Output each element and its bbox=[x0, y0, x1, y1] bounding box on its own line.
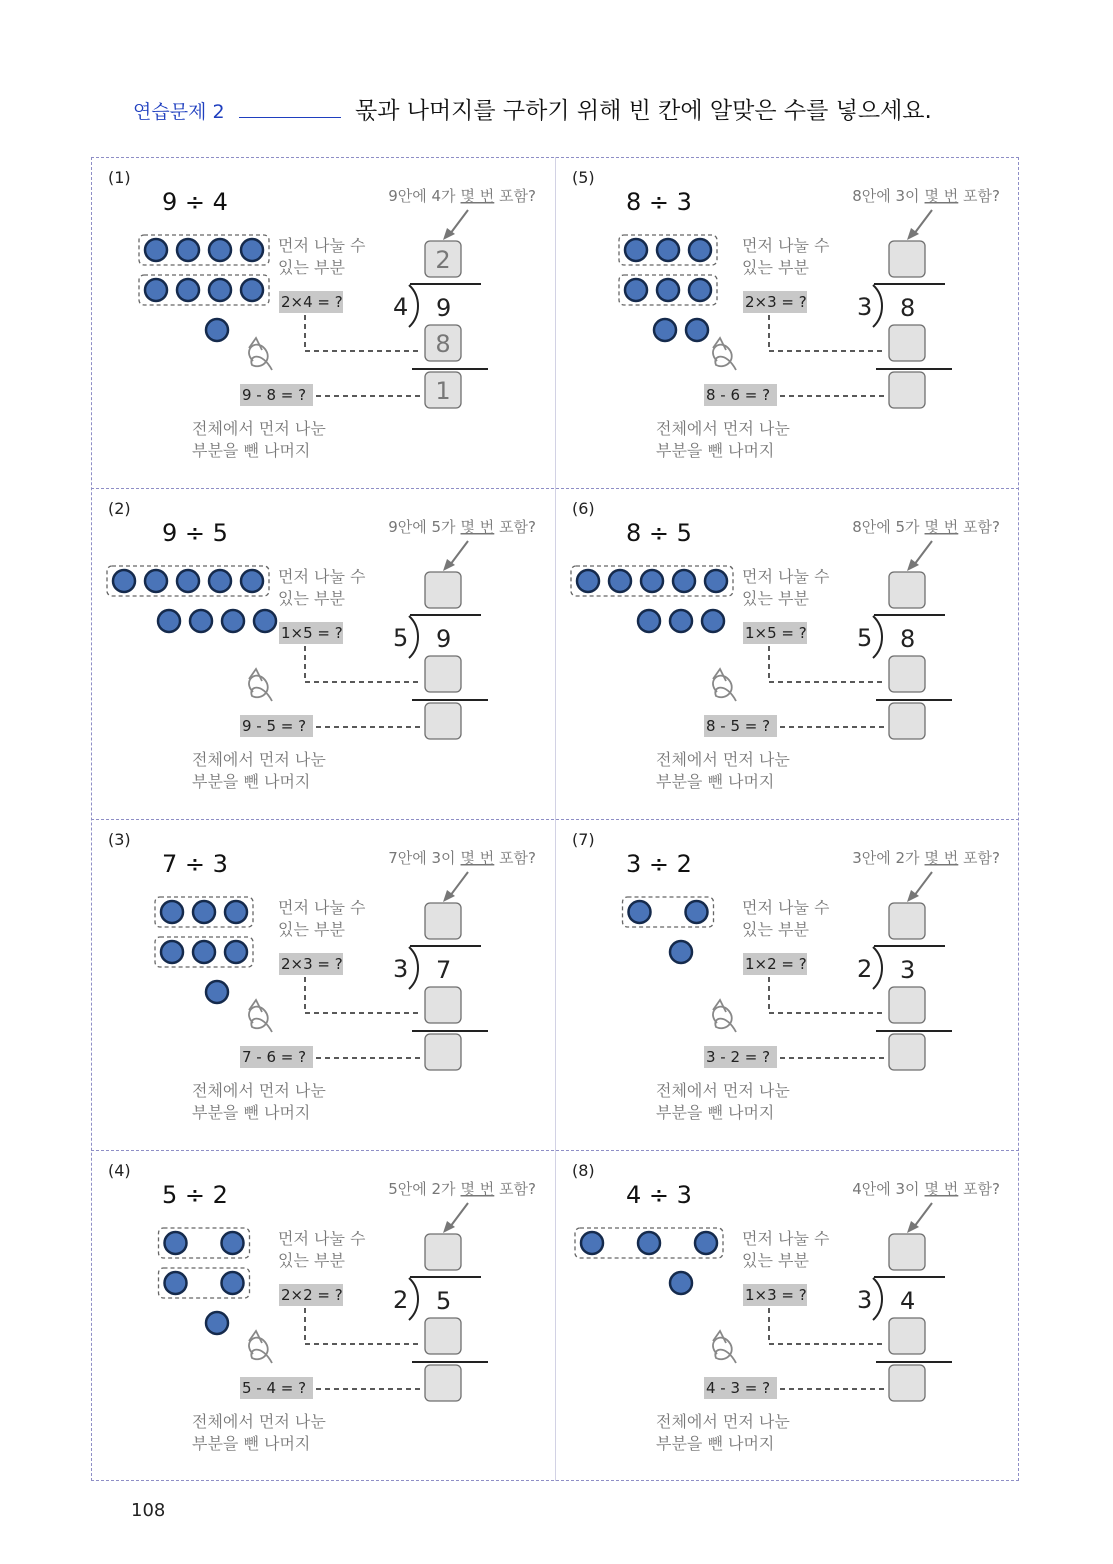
divisor: 2 bbox=[857, 955, 873, 983]
note-divisible-part: 먼저 나눌 수 bbox=[278, 567, 366, 586]
question-suffix: 포함? bbox=[958, 187, 1000, 205]
mult-hint: 2×4 = ? bbox=[281, 293, 343, 311]
divisor: 2 bbox=[393, 1286, 409, 1314]
note-divisible-part: 먼저 나눌 수 bbox=[742, 567, 830, 586]
counter-dot bbox=[145, 279, 167, 301]
remainder-dot bbox=[654, 319, 676, 341]
note-remainder-part: 전체에서 먼저 나눈 bbox=[192, 750, 326, 769]
quotient-box[interactable] bbox=[425, 1234, 461, 1270]
question-prefix: 9안에 4가 bbox=[388, 187, 456, 205]
note-remainder-part: 전체에서 먼저 나눈 bbox=[192, 419, 326, 438]
problem-cell bbox=[556, 1151, 1020, 1482]
problem-figure bbox=[556, 158, 1020, 489]
counter-dot bbox=[657, 239, 679, 261]
division-bracket bbox=[873, 947, 882, 989]
pointer-arrow bbox=[914, 541, 932, 565]
quotient-box[interactable] bbox=[425, 903, 461, 939]
question-underlined: 몇 번 bbox=[924, 187, 959, 205]
remainder-box[interactable] bbox=[425, 1034, 461, 1070]
counter-dot bbox=[177, 239, 199, 261]
question-suffix: 포함? bbox=[958, 849, 1000, 867]
note-divisible-part: 있는 부분 bbox=[278, 1251, 345, 1270]
note-divisible-part: 있는 부분 bbox=[278, 258, 345, 277]
counter-dot bbox=[609, 570, 631, 592]
subtraction-hint: 7 - 6 = ? bbox=[242, 1048, 307, 1066]
counter-dot bbox=[705, 570, 727, 592]
counter-dot bbox=[113, 570, 135, 592]
question-text bbox=[388, 187, 536, 205]
pointer-arrow bbox=[914, 1203, 932, 1227]
problem-figure bbox=[92, 158, 556, 489]
note-divisible-part: 있는 부분 bbox=[742, 920, 809, 939]
pointer-arrow bbox=[914, 210, 932, 234]
note-remainder-part: 전체에서 먼저 나눈 bbox=[656, 1412, 790, 1431]
problem-figure bbox=[556, 1151, 1020, 1482]
note-divisible-part: 있는 부분 bbox=[742, 1251, 809, 1270]
note-remainder-part: 부분을 뺀 나머지 bbox=[656, 772, 775, 791]
product-box[interactable] bbox=[425, 987, 461, 1023]
counter-dot bbox=[625, 279, 647, 301]
division-expression: 8 ÷ 5 bbox=[626, 519, 692, 547]
remainder-box[interactable] bbox=[889, 1034, 925, 1070]
mult-hint: 2×2 = ? bbox=[281, 1286, 343, 1304]
remainder-dot bbox=[222, 610, 244, 632]
dividend: 8 bbox=[900, 625, 916, 653]
note-remainder-part: 부분을 뺀 나머지 bbox=[192, 1103, 311, 1122]
question-suffix: 포함? bbox=[494, 849, 536, 867]
counter-dot bbox=[657, 279, 679, 301]
remainder-dot bbox=[206, 1312, 228, 1334]
division-bracket bbox=[409, 616, 418, 658]
dividend: 5 bbox=[436, 1287, 452, 1315]
question-underlined: 몇 번 bbox=[460, 849, 495, 867]
subtraction-hint: 8 - 5 = ? bbox=[706, 717, 771, 735]
divisor: 3 bbox=[393, 955, 409, 983]
problem-number: (8) bbox=[572, 1161, 595, 1180]
counter-dot bbox=[225, 941, 247, 963]
counter-dot bbox=[577, 570, 599, 592]
exercise-label: 연습문제 2 bbox=[133, 101, 225, 123]
pointer-arrow bbox=[914, 872, 932, 896]
subtraction-hint: 9 - 5 = ? bbox=[242, 717, 307, 735]
counter-dot bbox=[177, 570, 199, 592]
division-bracket bbox=[409, 285, 418, 327]
problem-cell bbox=[92, 1151, 556, 1482]
quotient-box-answer: 2 bbox=[435, 246, 451, 274]
question-text bbox=[388, 518, 536, 536]
problem-figure bbox=[556, 820, 1020, 1151]
note-remainder-part: 부분을 뺀 나머지 bbox=[656, 1103, 775, 1122]
product-box[interactable] bbox=[889, 656, 925, 692]
note-remainder-part: 부분을 뺀 나머지 bbox=[192, 441, 311, 460]
dividend: 9 bbox=[436, 625, 452, 653]
divisor: 3 bbox=[857, 293, 873, 321]
mult-hint: 1×5 = ? bbox=[281, 624, 343, 642]
question-text bbox=[388, 849, 536, 867]
question-underlined: 몇 번 bbox=[460, 187, 495, 205]
subtraction-hint: 3 - 2 = ? bbox=[706, 1048, 771, 1066]
problem-number: (3) bbox=[108, 830, 131, 849]
counter-dot bbox=[638, 1232, 660, 1254]
problem-number: (6) bbox=[572, 499, 595, 518]
pointer-arrow bbox=[450, 210, 468, 234]
quotient-box[interactable] bbox=[889, 1234, 925, 1270]
counter-dot bbox=[689, 279, 711, 301]
question-prefix: 7안에 3이 bbox=[388, 849, 456, 867]
name-blank-line bbox=[239, 117, 341, 118]
divisor: 5 bbox=[393, 624, 409, 652]
note-divisible-part: 먼저 나눌 수 bbox=[742, 898, 830, 917]
problem-cell bbox=[556, 158, 1020, 489]
division-expression: 5 ÷ 2 bbox=[162, 1181, 228, 1209]
counter-dot bbox=[241, 239, 263, 261]
division-expression: 7 ÷ 3 bbox=[162, 850, 228, 878]
remainder-box[interactable] bbox=[425, 703, 461, 739]
counter-dot bbox=[177, 279, 199, 301]
note-divisible-part: 있는 부분 bbox=[278, 589, 345, 608]
problem-figure bbox=[92, 489, 556, 820]
counter-dot bbox=[695, 1232, 717, 1254]
note-remainder-part: 전체에서 먼저 나눈 bbox=[192, 1412, 326, 1431]
counter-dot bbox=[145, 570, 167, 592]
question-underlined: 몇 번 bbox=[460, 518, 495, 536]
problem-figure bbox=[92, 820, 556, 1151]
note-remainder-part: 전체에서 먼저 나눈 bbox=[656, 750, 790, 769]
counter-dot bbox=[193, 941, 215, 963]
question-underlined: 몇 번 bbox=[924, 518, 959, 536]
problem-number: (7) bbox=[572, 830, 595, 849]
mult-hint: 1×2 = ? bbox=[745, 955, 807, 973]
product-box[interactable] bbox=[889, 325, 925, 361]
divisor: 5 bbox=[857, 624, 873, 652]
dividend: 4 bbox=[900, 1287, 916, 1315]
remainder-dot bbox=[670, 941, 692, 963]
question-underlined: 몇 번 bbox=[924, 849, 959, 867]
quotient-box[interactable] bbox=[889, 572, 925, 608]
counter-dot bbox=[625, 239, 647, 261]
dividend: 8 bbox=[900, 294, 916, 322]
counter-dot bbox=[161, 941, 183, 963]
note-divisible-part: 있는 부분 bbox=[742, 589, 809, 608]
counter-dot bbox=[222, 1232, 244, 1254]
counter-dot bbox=[225, 901, 247, 923]
division-expression: 9 ÷ 4 bbox=[162, 188, 228, 216]
remainder-dot bbox=[254, 610, 276, 632]
problem-cell bbox=[556, 489, 1020, 820]
problem-figure bbox=[92, 1151, 556, 1482]
remainder-dot bbox=[638, 610, 660, 632]
product-box[interactable] bbox=[425, 1318, 461, 1354]
remainder-box[interactable] bbox=[889, 1365, 925, 1401]
division-bracket bbox=[409, 947, 418, 989]
pointer-arrow bbox=[450, 1203, 468, 1227]
note-remainder-part: 부분을 뺀 나머지 bbox=[656, 441, 775, 460]
question-underlined: 몇 번 bbox=[460, 1180, 495, 1198]
divisor: 4 bbox=[393, 293, 409, 321]
remainder-box[interactable] bbox=[889, 703, 925, 739]
divisor: 3 bbox=[857, 1286, 873, 1314]
question-text bbox=[852, 518, 1000, 536]
note-remainder-part: 전체에서 먼저 나눈 bbox=[656, 419, 790, 438]
note-divisible-part: 있는 부분 bbox=[278, 920, 345, 939]
counter-dot bbox=[145, 239, 167, 261]
subtraction-hint: 9 - 8 = ? bbox=[242, 386, 307, 404]
note-remainder-part: 전체에서 먼저 나눈 bbox=[192, 1081, 326, 1100]
subtraction-hint: 8 - 6 = ? bbox=[706, 386, 771, 404]
problem-figure bbox=[556, 489, 1020, 820]
remainder-dot bbox=[670, 1272, 692, 1294]
remainder-dot bbox=[158, 610, 180, 632]
division-expression: 8 ÷ 3 bbox=[626, 188, 692, 216]
counter-dot bbox=[241, 279, 263, 301]
division-bracket bbox=[409, 1278, 418, 1320]
mult-hint: 1×3 = ? bbox=[745, 1286, 807, 1304]
problem-number: (1) bbox=[108, 168, 131, 187]
counter-dot bbox=[209, 279, 231, 301]
problem-cell bbox=[556, 820, 1020, 1151]
question-prefix: 4안에 3이 bbox=[852, 1180, 920, 1198]
instruction-title: 몫과 나머지를 구하기 위해 빈 칸에 알맞은 수를 넣으세요. bbox=[355, 98, 932, 124]
pointer-arrow bbox=[450, 872, 468, 896]
question-text bbox=[852, 849, 1000, 867]
remainder-dot bbox=[686, 319, 708, 341]
counter-dot bbox=[165, 1272, 187, 1294]
question-text bbox=[852, 1180, 1000, 1198]
subtraction-hint: 4 - 3 = ? bbox=[706, 1379, 771, 1397]
note-remainder-part: 전체에서 먼저 나눈 bbox=[656, 1081, 790, 1100]
remainder-box-answer: 1 bbox=[435, 377, 451, 405]
problem-number: (5) bbox=[572, 168, 595, 187]
counter-dot bbox=[581, 1232, 603, 1254]
note-remainder-part: 부분을 뺀 나머지 bbox=[656, 1434, 775, 1453]
mult-hint: 2×3 = ? bbox=[281, 955, 343, 973]
quotient-box[interactable] bbox=[425, 572, 461, 608]
counter-dot bbox=[209, 239, 231, 261]
remainder-dot bbox=[670, 610, 692, 632]
question-suffix: 포함? bbox=[958, 518, 1000, 536]
note-divisible-part: 먼저 나눌 수 bbox=[742, 1229, 830, 1248]
remainder-dot bbox=[206, 981, 228, 1003]
page-number: 108 bbox=[131, 1500, 166, 1521]
division-bracket bbox=[873, 1278, 882, 1320]
note-divisible-part: 먼저 나눌 수 bbox=[742, 236, 830, 255]
mult-hint: 1×5 = ? bbox=[745, 624, 807, 642]
division-expression: 3 ÷ 2 bbox=[626, 850, 692, 878]
counter-dot bbox=[209, 570, 231, 592]
pointer-arrow bbox=[450, 541, 468, 565]
counter-dot bbox=[641, 570, 663, 592]
problem-number: (4) bbox=[108, 1161, 131, 1180]
problem-cell bbox=[92, 489, 556, 820]
problem-number: (2) bbox=[108, 499, 131, 518]
question-suffix: 포함? bbox=[958, 1180, 1000, 1198]
dividend: 7 bbox=[436, 956, 452, 984]
counter-dot bbox=[241, 570, 263, 592]
note-remainder-part: 부분을 뺀 나머지 bbox=[192, 772, 311, 791]
mult-hint: 2×3 = ? bbox=[745, 293, 807, 311]
division-bracket bbox=[873, 616, 882, 658]
question-text bbox=[852, 187, 1000, 205]
division-expression: 9 ÷ 5 bbox=[162, 519, 228, 547]
counter-dot bbox=[165, 1232, 187, 1254]
question-text bbox=[388, 1180, 536, 1198]
subtraction-hint: 5 - 4 = ? bbox=[242, 1379, 307, 1397]
remainder-box[interactable] bbox=[425, 1365, 461, 1401]
product-box[interactable] bbox=[425, 656, 461, 692]
question-suffix: 포함? bbox=[494, 518, 536, 536]
note-divisible-part: 먼저 나눌 수 bbox=[278, 1229, 366, 1248]
remainder-dot bbox=[206, 319, 228, 341]
remainder-dot bbox=[702, 610, 724, 632]
question-suffix: 포함? bbox=[494, 187, 536, 205]
question-suffix: 포함? bbox=[494, 1180, 536, 1198]
counter-dot bbox=[686, 901, 708, 923]
quotient-box[interactable] bbox=[889, 903, 925, 939]
problem-cell bbox=[92, 820, 556, 1151]
question-prefix: 5안에 2가 bbox=[388, 1180, 456, 1198]
division-bracket bbox=[873, 285, 882, 327]
question-underlined: 몇 번 bbox=[924, 1180, 959, 1198]
problem-cell bbox=[92, 158, 556, 489]
remainder-box[interactable] bbox=[889, 372, 925, 408]
dividend: 3 bbox=[900, 956, 916, 984]
counter-dot bbox=[222, 1272, 244, 1294]
product-box[interactable] bbox=[889, 987, 925, 1023]
division-expression: 4 ÷ 3 bbox=[626, 1181, 692, 1209]
counter-dot bbox=[193, 901, 215, 923]
dividend: 9 bbox=[436, 294, 452, 322]
remainder-dot bbox=[190, 610, 212, 632]
quotient-box[interactable] bbox=[889, 241, 925, 277]
product-box-answer: 8 bbox=[435, 330, 451, 358]
note-remainder-part: 부분을 뺀 나머지 bbox=[192, 1434, 311, 1453]
counter-dot bbox=[629, 901, 651, 923]
counter-dot bbox=[161, 901, 183, 923]
question-prefix: 3안에 2가 bbox=[852, 849, 920, 867]
question-prefix: 8안에 3이 bbox=[852, 187, 920, 205]
question-prefix: 8안에 5가 bbox=[852, 518, 920, 536]
note-divisible-part: 먼저 나눌 수 bbox=[278, 236, 366, 255]
product-box[interactable] bbox=[889, 1318, 925, 1354]
counter-dot bbox=[689, 239, 711, 261]
note-divisible-part: 먼저 나눌 수 bbox=[278, 898, 366, 917]
question-prefix: 9안에 5가 bbox=[388, 518, 456, 536]
counter-dot bbox=[673, 570, 695, 592]
note-divisible-part: 있는 부분 bbox=[742, 258, 809, 277]
